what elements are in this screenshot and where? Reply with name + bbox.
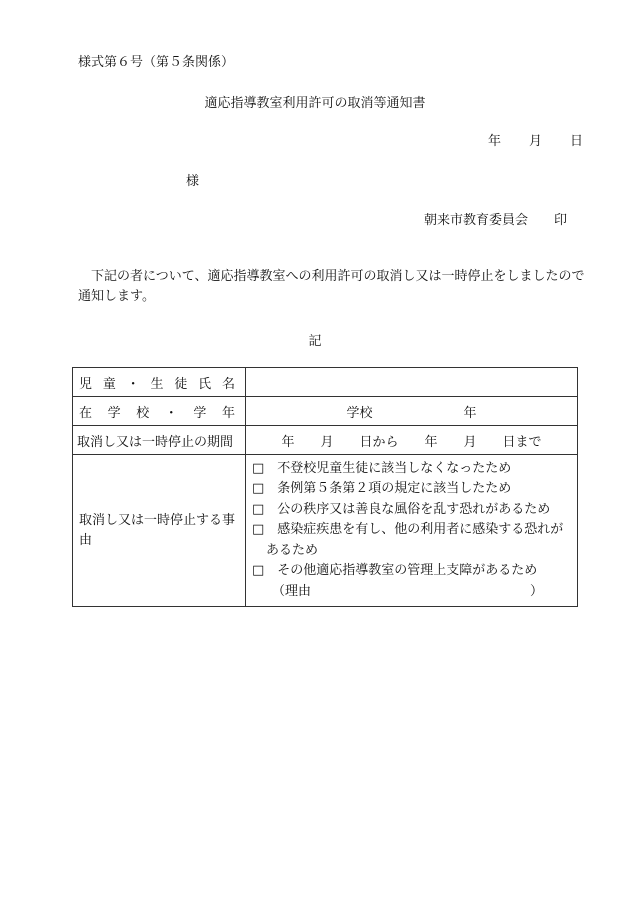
label-reason: 取消し又は一時停止する事由: [73, 455, 246, 607]
document-title: 適応指導教室利用許可の取消等通知書: [204, 96, 426, 111]
label-period: 取消し又は一時停止の期間: [73, 426, 246, 455]
label-student-name: 児 童 ・ 生 徒 氏 名: [73, 368, 246, 397]
label-school-grade: 在 学 校 ・ 学 年: [73, 397, 246, 426]
form-number: 様式第６号（第５条関係）: [78, 55, 235, 70]
table-row-reason: [73, 455, 578, 607]
date-day: 日: [570, 134, 584, 149]
reason-checkbox-item[interactable]: □ 条例第５条第２項の規定に該当したため: [252, 481, 512, 497]
reason-continuation: あるため: [266, 542, 319, 558]
issuer: [424, 209, 567, 228]
table-row-student-name: [73, 368, 578, 397]
date-month: 月: [529, 134, 543, 149]
value-student-name[interactable]: [246, 368, 578, 397]
reason-checkbox-item[interactable]: □ その他適応指導教室の管理上支障があるため: [252, 563, 538, 579]
reason-checkbox-item[interactable]: □ 公の秩序又は善良な風俗を乱す恐れがあるため: [252, 501, 551, 517]
date-line: [488, 130, 583, 149]
reason-detail-field[interactable]: （理由 ）: [272, 583, 544, 599]
ki-heading: 記: [308, 334, 322, 349]
value-school-grade[interactable]: 学校 年: [246, 397, 578, 426]
issuer-name: 朝来市教育委員会: [424, 213, 529, 228]
value-reasons: [246, 455, 578, 607]
body-text: 下記の者について、適応指導教室への利用許可の取消し又は一時停止をしましたので通知します。: [78, 269, 585, 304]
seal-mark: 印: [554, 213, 568, 228]
info-table: [72, 367, 578, 607]
reason-checkbox-item[interactable]: □ 感染症疾患を有し、他の利用者に感染する恐れが: [252, 522, 564, 538]
value-period[interactable]: 年 月 日から 年 月 日まで: [246, 426, 578, 455]
table-row-school-grade: [73, 397, 578, 426]
date-year: 年: [488, 134, 502, 149]
table-row-period: [73, 426, 578, 455]
reason-checkbox-item[interactable]: □ 不登校児童生徒に該当しなくなったため: [252, 460, 512, 476]
addressee-suffix: 様: [186, 174, 200, 189]
